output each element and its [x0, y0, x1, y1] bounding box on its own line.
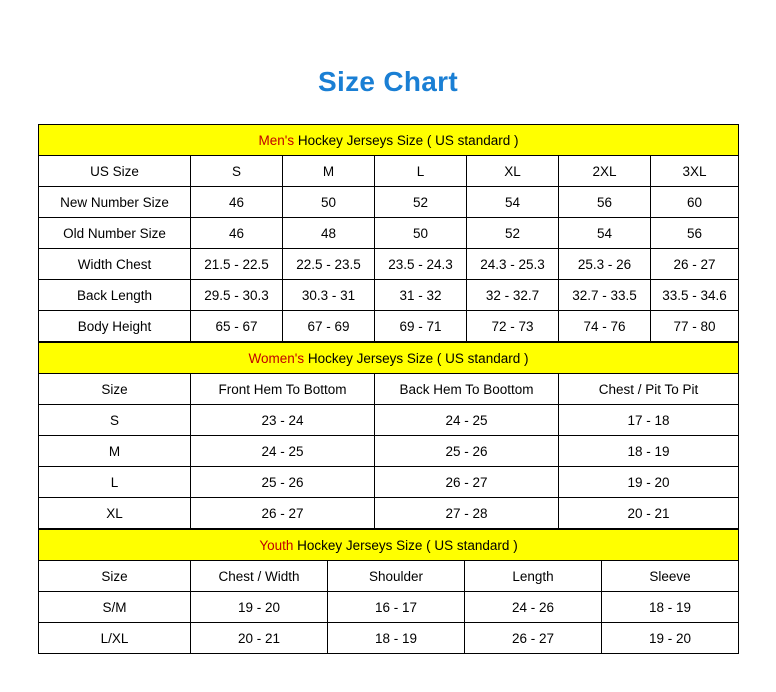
youth-col-4: Sleeve: [602, 561, 739, 592]
mens-row-2-c2: 22.5 - 23.5: [283, 249, 375, 280]
youth-col-1: Chest / Width: [191, 561, 328, 592]
mens-section-header-cell: [39, 125, 739, 156]
youth-col-0: Size: [39, 561, 191, 592]
mens-row-1-c1: 46: [191, 218, 283, 249]
mens-col-1: S: [191, 156, 283, 187]
mens-row-3-c2: 30.3 - 31: [283, 280, 375, 311]
mens-row-1-c5: 54: [559, 218, 651, 249]
mens-row-2-c4: 24.3 - 25.3: [467, 249, 559, 280]
mens-col-0: US Size: [39, 156, 191, 187]
mens-col-5: 2XL: [559, 156, 651, 187]
womens-row-1-label: M: [39, 436, 191, 467]
womens-row-2-label: L: [39, 467, 191, 498]
youth-row-1-c4: 19 - 20: [602, 623, 739, 654]
youth-col-2: Shoulder: [328, 561, 465, 592]
womens-row-1-c1: 24 - 25: [191, 436, 375, 467]
youth-size-table: [38, 529, 739, 654]
mens-row-3-c3: 31 - 32: [375, 280, 467, 311]
youth-section-header: [39, 530, 739, 561]
mens-row-4-c6: 77 - 80: [651, 311, 739, 342]
mens-row-0-c4: 54: [467, 187, 559, 218]
mens-header-rest: Hockey Jerseys Size ( US standard ): [294, 132, 519, 148]
mens-row-0-c5: 56: [559, 187, 651, 218]
mens-row-4-c2: 67 - 69: [283, 311, 375, 342]
mens-col-4: XL: [467, 156, 559, 187]
womens-row-3-c3: 20 - 21: [559, 498, 739, 529]
mens-row-0-label: New Number Size: [39, 187, 191, 218]
mens-row-1-c4: 52: [467, 218, 559, 249]
womens-header-accent: Women's: [248, 350, 305, 366]
mens-row-4-c5: 74 - 76: [559, 311, 651, 342]
mens-row-1-label: Old Number Size: [39, 218, 191, 249]
table-row: [39, 280, 739, 311]
womens-header-rest: Hockey Jerseys Size ( US standard ): [304, 350, 529, 366]
mens-row-0-c6: 60: [651, 187, 739, 218]
womens-row-0-label: S: [39, 405, 191, 436]
mens-row-3-label: Back Length: [39, 280, 191, 311]
table-row: [39, 405, 739, 436]
mens-row-2-c3: 23.5 - 24.3: [375, 249, 467, 280]
youth-col-3: Length: [465, 561, 602, 592]
mens-row-4-c4: 72 - 73: [467, 311, 559, 342]
table-row: [39, 498, 739, 529]
table-row: [39, 249, 739, 280]
womens-size-table: [38, 342, 739, 529]
womens-row-3-label: XL: [39, 498, 191, 529]
youth-row-0-label: S/M: [39, 592, 191, 623]
mens-row-3-c1: 29.5 - 30.3: [191, 280, 283, 311]
mens-size-table: [38, 124, 739, 342]
table-row: [39, 436, 739, 467]
mens-row-2-c6: 26 - 27: [651, 249, 739, 280]
table-row: [39, 311, 739, 342]
table-row: [39, 218, 739, 249]
size-chart-tables: [38, 124, 738, 654]
youth-row-0-c1: 19 - 20: [191, 592, 328, 623]
table-row: [39, 467, 739, 498]
mens-row-1-c3: 50: [375, 218, 467, 249]
womens-row-1-c2: 25 - 26: [375, 436, 559, 467]
womens-row-2-c2: 26 - 27: [375, 467, 559, 498]
mens-header-accent: Men's: [258, 132, 295, 148]
womens-row-2-c3: 19 - 20: [559, 467, 739, 498]
mens-col-2: M: [283, 156, 375, 187]
womens-section-header-cell: [39, 343, 739, 374]
table-row: [39, 187, 739, 218]
womens-row-3-c2: 27 - 28: [375, 498, 559, 529]
womens-row-3-c1: 26 - 27: [191, 498, 375, 529]
mens-row-0-c2: 50: [283, 187, 375, 218]
youth-row-0-c2: 16 - 17: [328, 592, 465, 623]
page-title: Size Chart: [318, 66, 458, 97]
womens-row-0-c3: 17 - 18: [559, 405, 739, 436]
mens-row-4-label: Body Height: [39, 311, 191, 342]
womens-row-0-c1: 23 - 24: [191, 405, 375, 436]
table-row: [39, 623, 739, 654]
mens-row-2-c1: 21.5 - 22.5: [191, 249, 283, 280]
mens-row-0-c3: 52: [375, 187, 467, 218]
womens-column-headers: [39, 374, 739, 405]
mens-row-4-c3: 69 - 71: [375, 311, 467, 342]
mens-row-2-c5: 25.3 - 26: [559, 249, 651, 280]
womens-col-1: Front Hem To Bottom: [191, 374, 375, 405]
table-row: [39, 592, 739, 623]
mens-col-3: L: [375, 156, 467, 187]
mens-row-0-c1: 46: [191, 187, 283, 218]
youth-row-0-c4: 18 - 19: [602, 592, 739, 623]
womens-row-0-c2: 24 - 25: [375, 405, 559, 436]
mens-row-3-c6: 33.5 - 34.6: [651, 280, 739, 311]
mens-row-4-c1: 65 - 67: [191, 311, 283, 342]
womens-col-3: Chest / Pit To Pit: [559, 374, 739, 405]
youth-section-header-cell: [39, 530, 739, 561]
mens-row-1-c2: 48: [283, 218, 375, 249]
mens-col-6: 3XL: [651, 156, 739, 187]
womens-col-2: Back Hem To Boottom: [375, 374, 559, 405]
womens-row-2-c1: 25 - 26: [191, 467, 375, 498]
youth-row-1-c3: 26 - 27: [465, 623, 602, 654]
mens-row-1-c6: 56: [651, 218, 739, 249]
womens-section-header: [39, 343, 739, 374]
youth-row-1-c1: 20 - 21: [191, 623, 328, 654]
mens-row-2-label: Width Chest: [39, 249, 191, 280]
mens-row-3-c4: 32 - 32.7: [467, 280, 559, 311]
youth-header-accent: Youth: [259, 537, 294, 553]
youth-row-1-c2: 18 - 19: [328, 623, 465, 654]
youth-row-1-label: L/XL: [39, 623, 191, 654]
mens-section-header: [39, 125, 739, 156]
youth-row-0-c3: 24 - 26: [465, 592, 602, 623]
mens-column-headers: [39, 156, 739, 187]
womens-row-1-c3: 18 - 19: [559, 436, 739, 467]
youth-column-headers: [39, 561, 739, 592]
youth-header-rest: Hockey Jerseys Size ( US standard ): [293, 537, 518, 553]
womens-col-0: Size: [39, 374, 191, 405]
mens-row-3-c5: 32.7 - 33.5: [559, 280, 651, 311]
